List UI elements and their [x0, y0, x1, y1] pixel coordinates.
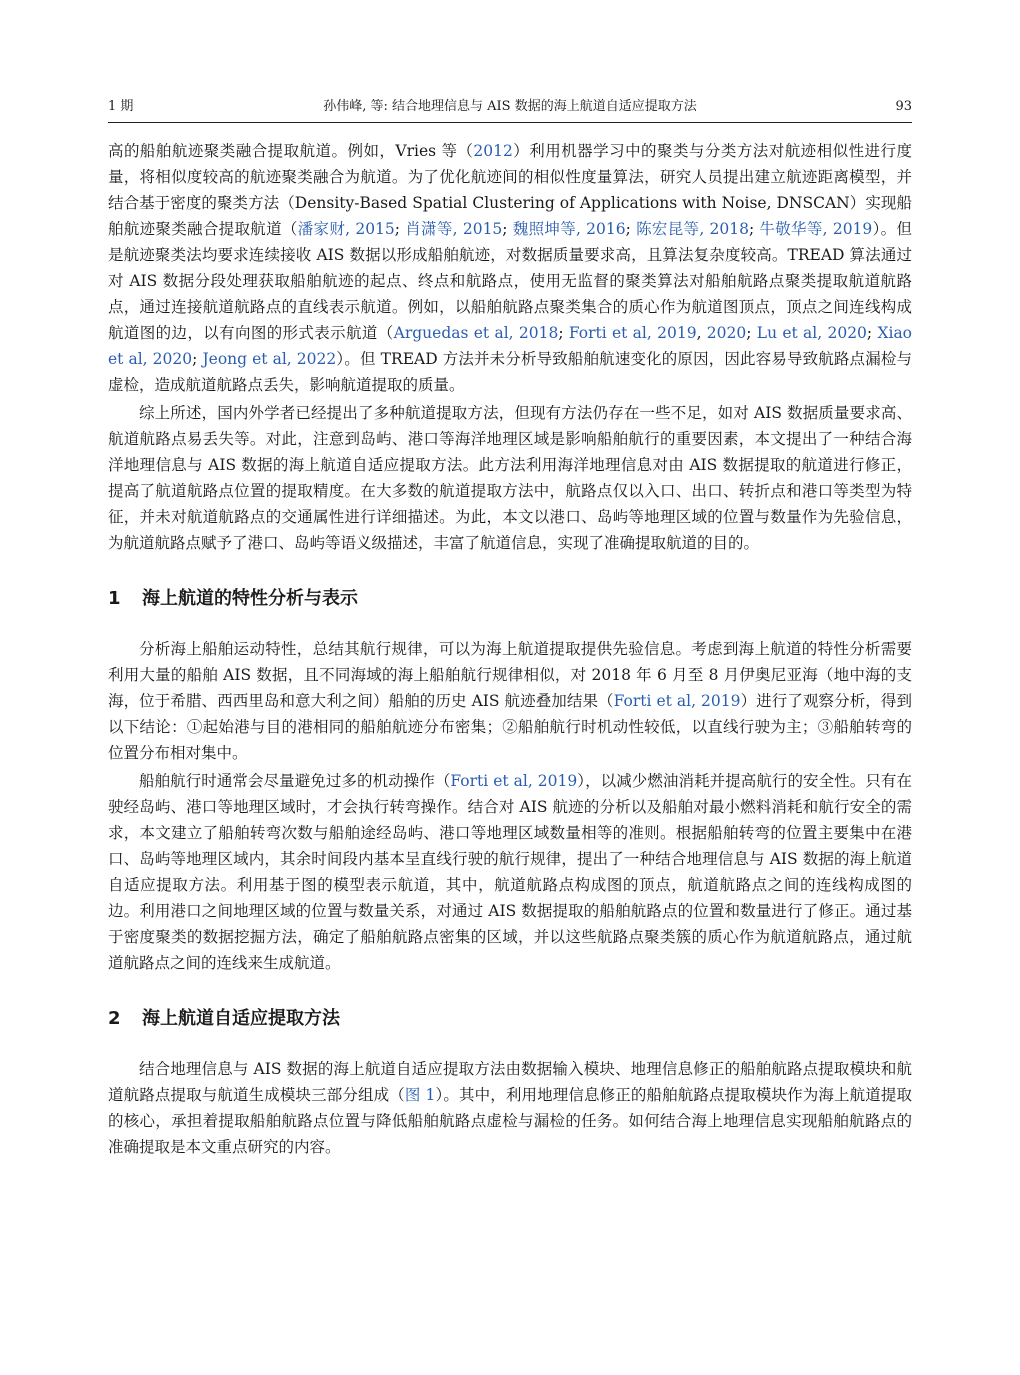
- text-run: ;: [866, 324, 878, 342]
- text-run: ）利用机器学习中的聚类与分类方法对航迹相似性进行度量，将相似度较高的航迹聚类融合为航道。为了优化航迹间的相似性度量算法，研究人员提出建立航迹距离模型，并结合基于密度的聚类方法（Density-Based Spatial Clustering of Applications with Noise, DNSCAN）实现船舶航迹聚类融合提取航道（: [108, 142, 912, 238]
- paragraph-2: [108, 400, 912, 556]
- section-heading-2: [108, 1004, 912, 1034]
- citation-link[interactable]: 2020: [706, 324, 747, 342]
- citation-link[interactable]: Forti et al, 2019: [450, 772, 578, 790]
- citation-link[interactable]: 牛敬华等, 2019: [759, 220, 873, 238]
- text-run: ;: [558, 324, 569, 342]
- section-title: 海上航道自适应提取方法: [142, 1008, 340, 1029]
- issue-number: 1 期: [108, 99, 134, 114]
- header-rule: [108, 122, 912, 123]
- text-run: 高的船舶航迹聚类融合提取航道。例如，Vries 等（: [108, 142, 474, 160]
- citation-link[interactable]: 肖潇等, 2015: [405, 220, 503, 238]
- text-run: 综上所述，国内外学者已经提出了多种航道提取方法，但现有方法仍存在一些不足，如对 AIS 数据质量要求高、航道航路点易丢失等。对此，注意到岛屿、港口等海洋地理区域是影响船舶航行的重要因素，本文提出了一种结合海洋地理信息与 AIS 数据的海上航道自适应提取方法。此方法利用海洋地理信息对由 AIS 数据提取的航道进行修正，提高了航道航路点位置的提取精度。在大多数的航道提取方法中，航路点仅以入口、出口、转折点和港口等类型为特征，并未对航道航路点的交通属性进行详细描述。为此，本文以港口、岛屿等地理区域的位置与数量作为先验信息，为航道航路点赋予了港口、岛屿等语义级描述，丰富了航道信息，实现了准确提取航道的目的。: [108, 404, 912, 552]
- citation-link[interactable]: 2012: [473, 142, 513, 160]
- citation-link[interactable]: 魏照坤等, 2016: [512, 220, 626, 238]
- citation-link[interactable]: Forti et al, 2019: [568, 324, 697, 342]
- text-run: ）。其中，利用地理信息修正的船舶航路点提取模块作为海上航道提取的核心，承担着提取船舶航路点位置与降低船舶航路点虚检与漏检的任务。如何结合海上地理信息实现船舶航路点的准确提取是本文重点研究的内容。: [108, 1086, 912, 1156]
- paragraph-4: [108, 768, 912, 976]
- text-run: ）。但 TREAD 方法并未分析导致船舶航速变化的原因，因此容易导致航路点漏检与虚检，造成航道航路点丢失，影响航道提取的质量。: [108, 350, 912, 394]
- section-title: 海上航道的特性分析与表示: [142, 588, 358, 609]
- citation-link[interactable]: 潘家财, 2015: [297, 220, 395, 238]
- citation-link[interactable]: Jeong et al, 2022: [202, 350, 337, 368]
- text-run: ;: [748, 220, 760, 238]
- text-run: 船舶航行时通常会尽量避免过多的机动操作（: [139, 772, 451, 790]
- running-header: [108, 96, 912, 118]
- citation-link[interactable]: Forti et al, 2019: [613, 692, 741, 710]
- text-run: ;: [625, 220, 637, 238]
- page-number: 93: [895, 99, 912, 114]
- text-run: ;: [394, 220, 406, 238]
- paragraph-1: [108, 138, 912, 398]
- section-heading-1: [108, 584, 912, 614]
- paragraph-5: [108, 1056, 912, 1160]
- citation-link[interactable]: 陈宏昆等, 2018: [636, 220, 749, 238]
- text-run: 分析海上船舶运动特性，总结其航行规律，可以为海上航道提取提供先验信息。考虑到海上航道的特性分析需要利用大量的船舶 AIS 数据，且不同海域的海上船舶航行规律相似，对 2018 年 6 月至 8 月伊奥尼亚海（地中海的支海，位于希腊、西西里岛和意大利之间）船舶的历史 AIS 航迹叠加结果（: [108, 640, 912, 710]
- text-run: ,: [696, 324, 707, 342]
- text-run: ;: [746, 324, 757, 342]
- text-run: ;: [192, 350, 203, 368]
- citation-link[interactable]: Lu et al, 2020: [756, 324, 867, 342]
- text-run: ）。但是航迹聚类法均要求连续接收 AIS 数据以形成船舶航迹，对数据质量要求高，且算法复杂度较高。TREAD 算法通过对 AIS 数据分段处理获取船舶航迹的起点、终点和航路点，使用无监督的聚类算法对船舶航路点聚类提取航道航路点，通过连接航道航路点的直线表示航道。例如，以船舶航路点聚类集合的质心作为航道图顶点，顶点之间连线构成航道图的边，以有向图的形式表示航道（: [108, 220, 912, 342]
- section-number: 1: [108, 588, 121, 609]
- running-title: 孙伟峰, 等: 结合地理信息与 AIS 数据的海上航道自适应提取方法: [323, 99, 697, 114]
- section-number: 2: [108, 1008, 121, 1029]
- paragraph-3: [108, 636, 912, 766]
- text-run: ;: [502, 220, 513, 238]
- text-run: 结合地理信息与 AIS 数据的海上航道自适应提取方法由数据输入模块、地理信息修正的船舶航路点提取模块和航道航路点提取与航道生成模块三部分组成（: [108, 1060, 912, 1104]
- citation-link[interactable]: Xiao et al, 2020: [108, 324, 913, 368]
- citation-link[interactable]: 图 1: [404, 1086, 436, 1104]
- text-run: ），以减少燃油消耗并提高航行的安全性。只有在驶经岛屿、港口等地理区域时，才会执行转弯操作。结合对 AIS 航迹的分析以及船舶对最小燃料消耗和航行安全的需求，本文建立了船舶转弯次数与船舶途经岛屿、港口等地理区域数量相等的准则。根据船舶转弯的位置主要集中在港口、岛屿等地理区域内，其余时间段内基本呈直线行驶的航行规律，提出了一种结合地理信息与 AIS 数据的海上航道自适应提取方法。利用基于图的模型表示航道，其中，航道航路点构成图的顶点，航道航路点之间的连线构成图的边。利用港口之间地理区域的位置与数量关系，对通过 AIS 数据提取的船舶航路点的位置和数量进行了修正。通过基于密度聚类的数据挖掘方法，确定了船舶航路点密集的区域，并以这些航路点聚类簇的质心作为航道航路点，通过航道航路点之间的连线来生成航道。: [108, 772, 912, 972]
- text-run: ）进行了观察分析，得到以下结论：①起始港与目的港相同的船舶航迹分布密集；②船舶航行时机动性较低，以直线行驶为主；③船舶转弯的位置分布相对集中。: [108, 692, 912, 762]
- body-text: [108, 138, 912, 1160]
- citation-link[interactable]: Arguedas et al, 2018: [393, 324, 559, 342]
